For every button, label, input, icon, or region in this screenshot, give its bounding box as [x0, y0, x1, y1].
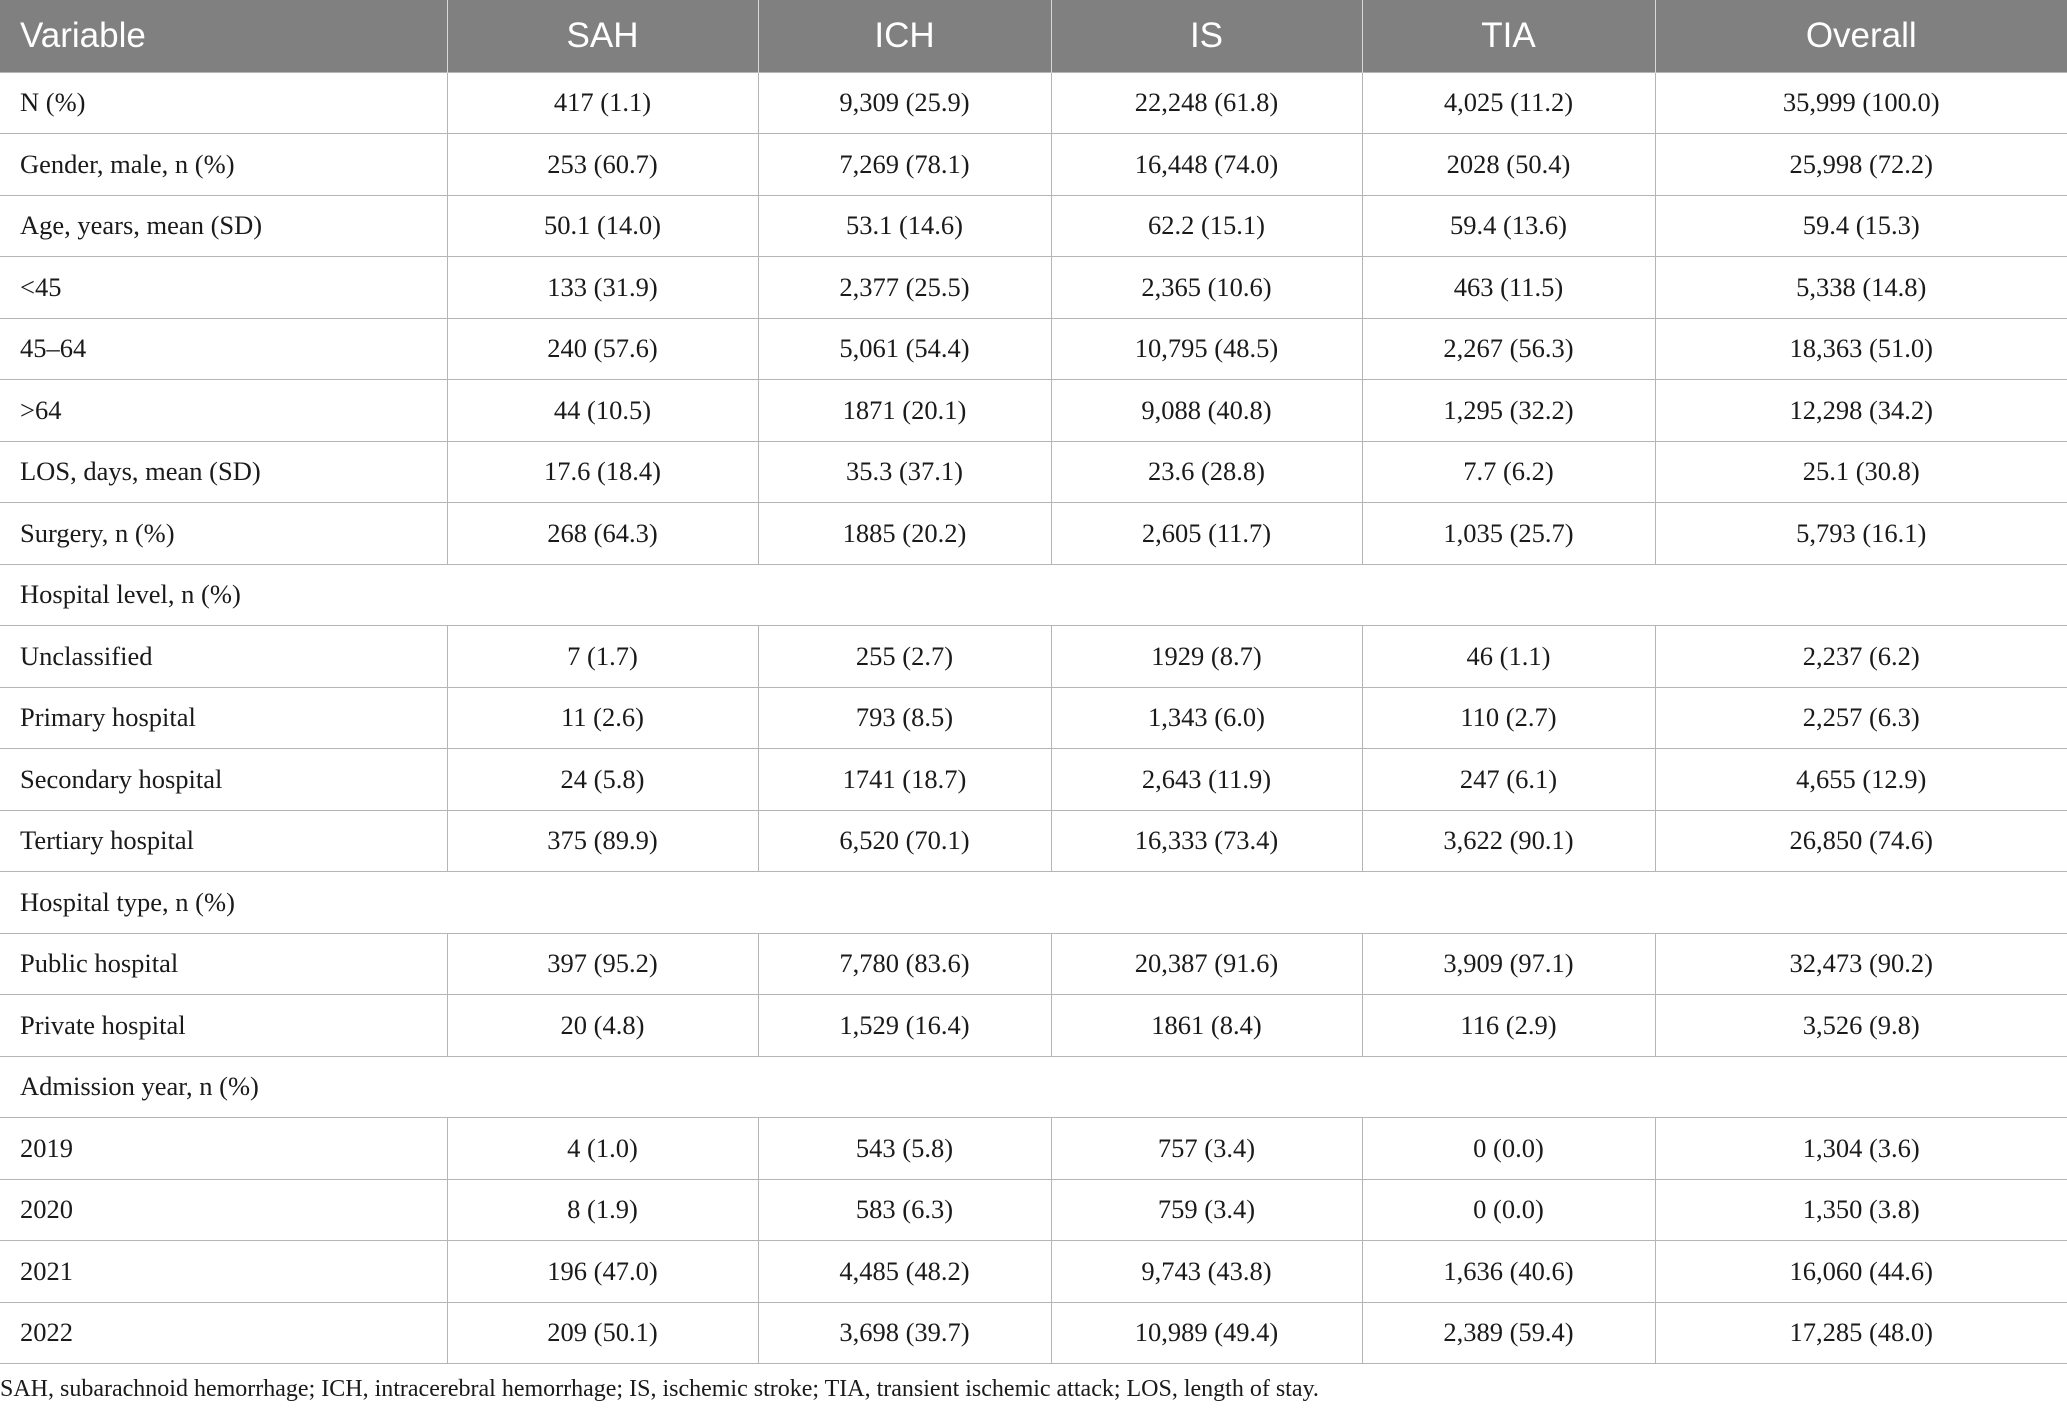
table-cell: 1,035 (25.7): [1362, 503, 1655, 565]
header-cell-ich: ICH: [758, 0, 1051, 72]
header-row: [0, 0, 2067, 72]
table-cell: 1861 (8.4): [1051, 995, 1362, 1057]
table-cell: 133 (31.9): [447, 257, 758, 319]
table-cell: 375 (89.9): [447, 810, 758, 872]
table-cell: 4,025 (11.2): [1362, 72, 1655, 134]
table-row: [0, 257, 2067, 319]
row-label: Surgery, n (%): [0, 503, 447, 565]
table-cell: 4 (1.0): [447, 1118, 758, 1180]
section-label: Hospital type, n (%): [0, 872, 2067, 934]
table-cell: 3,526 (9.8): [1655, 995, 2067, 1057]
table-body: [0, 72, 2067, 1364]
table-cell: 5,338 (14.8): [1655, 257, 2067, 319]
table-cell: 793 (8.5): [758, 687, 1051, 749]
table-cell: 2,267 (56.3): [1362, 318, 1655, 380]
table-cell: 1871 (20.1): [758, 380, 1051, 442]
row-label: Age, years, mean (SD): [0, 195, 447, 257]
table-cell: 6,520 (70.1): [758, 810, 1051, 872]
table-cell: 7.7 (6.2): [1362, 441, 1655, 503]
row-label: <45: [0, 257, 447, 319]
table-cell: 20,387 (91.6): [1051, 933, 1362, 995]
table-cell: 7,269 (78.1): [758, 134, 1051, 196]
table-footnote: SAH, subarachnoid hemorrhage; ICH, intracerebral hemorrhage; IS, ischemic stroke; TIA, transient ischemic attack; LOS, length of stay.: [0, 1376, 1319, 1402]
table-cell: 59.4 (15.3): [1655, 195, 2067, 257]
table-cell: 0 (0.0): [1362, 1118, 1655, 1180]
table-cell: 2028 (50.4): [1362, 134, 1655, 196]
table-cell: 18,363 (51.0): [1655, 318, 2067, 380]
header-cell-overall: Overall: [1655, 0, 2067, 72]
table-row: [0, 134, 2067, 196]
table-cell: 9,088 (40.8): [1051, 380, 1362, 442]
table-cell: 12,298 (34.2): [1655, 380, 2067, 442]
table-cell: 50.1 (14.0): [447, 195, 758, 257]
row-label: LOS, days, mean (SD): [0, 441, 447, 503]
table-cell: 16,060 (44.6): [1655, 1241, 2067, 1303]
table-cell: 463 (11.5): [1362, 257, 1655, 319]
table-row: [0, 1179, 2067, 1241]
table-cell: 2,257 (6.3): [1655, 687, 2067, 749]
header-cell-sah: SAH: [447, 0, 758, 72]
table-cell: 1885 (20.2): [758, 503, 1051, 565]
table-cell: 110 (2.7): [1362, 687, 1655, 749]
table-row: [0, 380, 2067, 442]
table-cell: 543 (5.8): [758, 1118, 1051, 1180]
row-label: Tertiary hospital: [0, 810, 447, 872]
table-row: [0, 749, 2067, 811]
row-label: Gender, male, n (%): [0, 134, 447, 196]
table-cell: 253 (60.7): [447, 134, 758, 196]
table-cell: 10,795 (48.5): [1051, 318, 1362, 380]
table-cell: 397 (95.2): [447, 933, 758, 995]
table-cell: 32,473 (90.2): [1655, 933, 2067, 995]
table-cell: 17,285 (48.0): [1655, 1302, 2067, 1364]
table-row: [0, 441, 2067, 503]
table-row: [0, 687, 2067, 749]
table-cell: 22,248 (61.8): [1051, 72, 1362, 134]
table-row: [0, 1241, 2067, 1303]
row-label: 2019: [0, 1118, 447, 1180]
section-row: [0, 872, 2067, 934]
section-label: Admission year, n (%): [0, 1056, 2067, 1118]
table-cell: 116 (2.9): [1362, 995, 1655, 1057]
section-row: [0, 1056, 2067, 1118]
table-cell: 417 (1.1): [447, 72, 758, 134]
table-cell: 10,989 (49.4): [1051, 1302, 1362, 1364]
table-row: [0, 626, 2067, 688]
table-cell: 759 (3.4): [1051, 1179, 1362, 1241]
table-row: [0, 195, 2067, 257]
table-cell: 35,999 (100.0): [1655, 72, 2067, 134]
table-cell: 7,780 (83.6): [758, 933, 1051, 995]
table-cell: 20 (4.8): [447, 995, 758, 1057]
row-label: 2022: [0, 1302, 447, 1364]
table-cell: 9,743 (43.8): [1051, 1241, 1362, 1303]
table-cell: 9,309 (25.9): [758, 72, 1051, 134]
table-cell: 255 (2.7): [758, 626, 1051, 688]
table-cell: 44 (10.5): [447, 380, 758, 442]
header-cell-is: IS: [1051, 0, 1362, 72]
table-cell: 2,389 (59.4): [1362, 1302, 1655, 1364]
section-label: Hospital level, n (%): [0, 564, 2067, 626]
row-label: Secondary hospital: [0, 749, 447, 811]
row-label: 2021: [0, 1241, 447, 1303]
table-cell: 23.6 (28.8): [1051, 441, 1362, 503]
table-cell: 240 (57.6): [447, 318, 758, 380]
table-cell: 3,909 (97.1): [1362, 933, 1655, 995]
table-cell: 62.2 (15.1): [1051, 195, 1362, 257]
table-row: [0, 933, 2067, 995]
table-cell: 1,304 (3.6): [1655, 1118, 2067, 1180]
table-cell: 11 (2.6): [447, 687, 758, 749]
row-label: >64: [0, 380, 447, 442]
table-cell: 46 (1.1): [1362, 626, 1655, 688]
table-cell: 1,529 (16.4): [758, 995, 1051, 1057]
table-cell: 1,350 (3.8): [1655, 1179, 2067, 1241]
row-label: Primary hospital: [0, 687, 447, 749]
table-cell: 757 (3.4): [1051, 1118, 1362, 1180]
table-cell: 3,698 (39.7): [758, 1302, 1051, 1364]
table-row: [0, 503, 2067, 565]
table-cell: 26,850 (74.6): [1655, 810, 2067, 872]
table-cell: 2,377 (25.5): [758, 257, 1051, 319]
table-cell: 35.3 (37.1): [758, 441, 1051, 503]
table-cell: 16,333 (73.4): [1051, 810, 1362, 872]
row-label: Public hospital: [0, 933, 447, 995]
table-cell: 7 (1.7): [447, 626, 758, 688]
table-row: [0, 1118, 2067, 1180]
table-cell: 24 (5.8): [447, 749, 758, 811]
table-header: [0, 0, 2067, 72]
row-label: Unclassified: [0, 626, 447, 688]
table-cell: 583 (6.3): [758, 1179, 1051, 1241]
table-cell: 5,793 (16.1): [1655, 503, 2067, 565]
table-cell: 4,655 (12.9): [1655, 749, 2067, 811]
table-cell: 16,448 (74.0): [1051, 134, 1362, 196]
table-cell: 5,061 (54.4): [758, 318, 1051, 380]
table-cell: 2,365 (10.6): [1051, 257, 1362, 319]
table-cell: 209 (50.1): [447, 1302, 758, 1364]
table-row: [0, 995, 2067, 1057]
table-row: [0, 72, 2067, 134]
table-cell: 4,485 (48.2): [758, 1241, 1051, 1303]
table-cell: 53.1 (14.6): [758, 195, 1051, 257]
row-label: N (%): [0, 72, 447, 134]
table-cell: 1,343 (6.0): [1051, 687, 1362, 749]
table-cell: 2,237 (6.2): [1655, 626, 2067, 688]
table-cell: 8 (1.9): [447, 1179, 758, 1241]
table-cell: 2,605 (11.7): [1051, 503, 1362, 565]
table-cell: 59.4 (13.6): [1362, 195, 1655, 257]
table-cell: 247 (6.1): [1362, 749, 1655, 811]
table-row: [0, 1302, 2067, 1364]
table-cell: 3,622 (90.1): [1362, 810, 1655, 872]
row-label: 45–64: [0, 318, 447, 380]
table-cell: 0 (0.0): [1362, 1179, 1655, 1241]
table-cell: 1929 (8.7): [1051, 626, 1362, 688]
table-cell: 17.6 (18.4): [447, 441, 758, 503]
row-label: 2020: [0, 1179, 447, 1241]
table-cell: 25.1 (30.8): [1655, 441, 2067, 503]
table-cell: 2,643 (11.9): [1051, 749, 1362, 811]
row-label: Private hospital: [0, 995, 447, 1057]
table-cell: 196 (47.0): [447, 1241, 758, 1303]
table-cell: 1,295 (32.2): [1362, 380, 1655, 442]
header-cell-variable: Variable: [20, 15, 146, 55]
table-row: [0, 810, 2067, 872]
table-cell: 1,636 (40.6): [1362, 1241, 1655, 1303]
table-cell: 268 (64.3): [447, 503, 758, 565]
table-row: [0, 318, 2067, 380]
header-cell-tia: TIA: [1362, 0, 1655, 72]
section-row: [0, 564, 2067, 626]
table-cell: 1741 (18.7): [758, 749, 1051, 811]
table-cell: 25,998 (72.2): [1655, 134, 2067, 196]
